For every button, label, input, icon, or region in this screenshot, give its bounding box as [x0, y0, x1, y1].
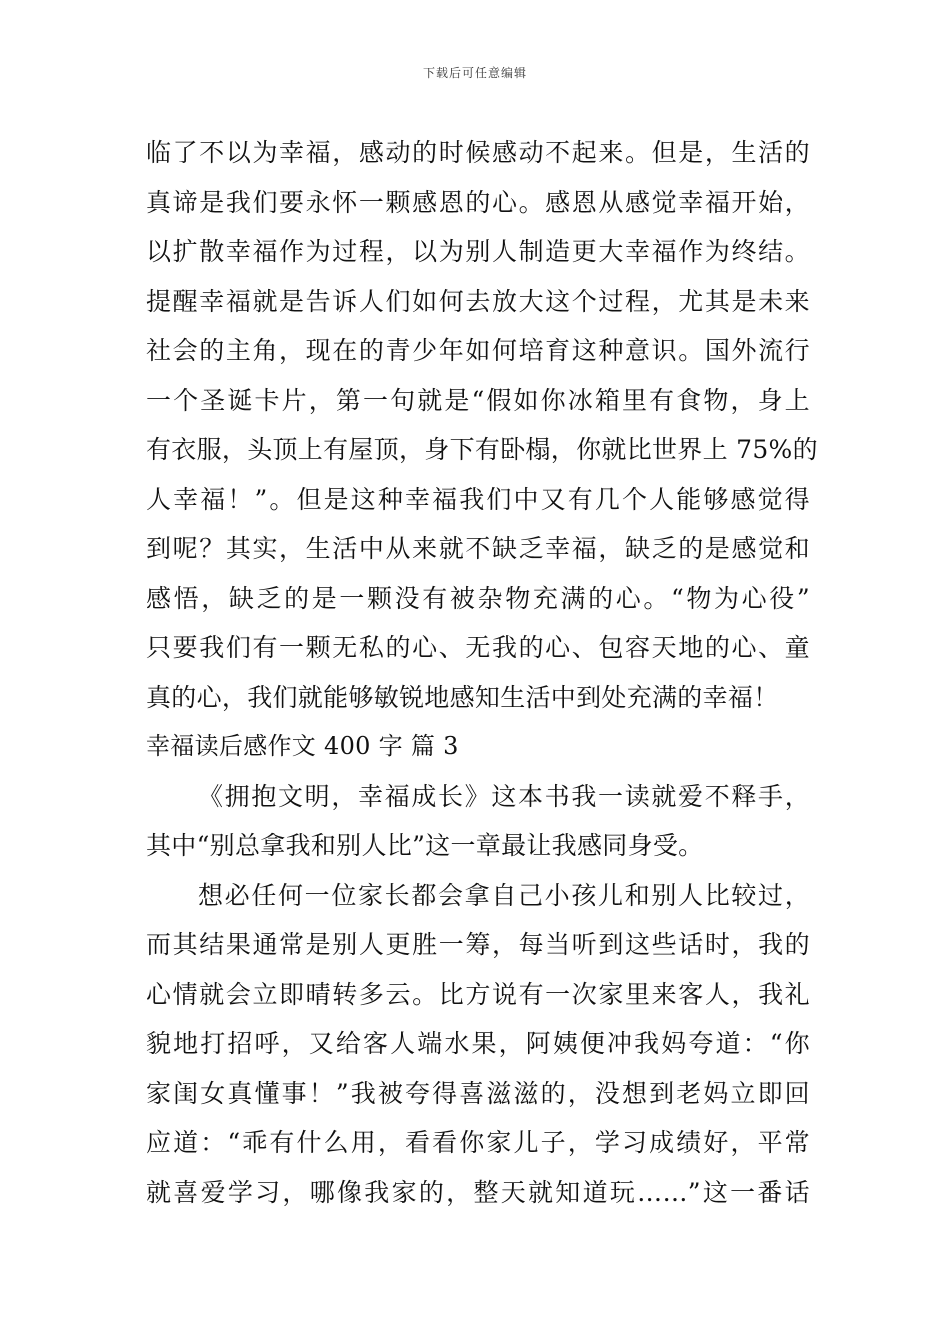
text-line: 其中“别总拿我和别人比”这一章最让我感同身受。 [146, 831, 704, 860]
paragraph-first-line: 《拥抱文明，幸福成长》这本书我一读就爱不释手， [198, 781, 810, 811]
page-header-note: 下载后可任意编辑 [422, 66, 527, 80]
text-line: 提醒幸福就是告诉人们如何去放大这个过程，尤其是未来 [146, 286, 810, 316]
text-line: 家闺女真懂事！”我被夸得喜滋滋的，没想到老妈立即回 [146, 1078, 810, 1108]
text-line: 应道：“乖有什么用，看看你家儿子，学习成绩好，平常 [146, 1128, 810, 1157]
text-line: 一个圣诞卡片，第一句就是“假如你冰箱里有食物，身上 [146, 385, 810, 415]
text-line: 而其结果通常是别人更胜一筹，每当听到这些话时，我的 [146, 930, 810, 959]
paragraph-first-line: 想必任何一位家长都会拿自己小孩儿和别人比较过， [198, 880, 810, 910]
text-line: 就喜爱学习，哪像我家的，整天就知道玩……”这一番话 [146, 1177, 810, 1207]
section-heading: 幸福读后感作文 400 字 篇 3 [146, 732, 459, 760]
text-line: 只要我们有一颗无私的心、无我的心、包容天地的心、童 [146, 633, 810, 662]
text-line: 有衣服，头顶上有屋顶，身下有卧榻，你就比世界上 75%的 [146, 435, 818, 464]
text-line: 真的心，我们就能够敏锐地感知生活中到处充满的幸福！ [146, 682, 779, 712]
text-line: 人幸福！”。但是这种幸福我们中又有几个人能够感觉得 [146, 484, 810, 514]
text-line: 临了不以为幸福，感动的时候感动不起来。但是，生活的 [146, 138, 810, 167]
text-line: 心情就会立即晴转多云。比方说有一次家里来客人，我礼 [146, 979, 810, 1009]
document-body [146, 128, 818, 1217]
text-line: 到呢？其实，生活中从来就不缺乏幸福，缺乏的是感觉和 [146, 534, 810, 563]
text-line: 以扩散幸福作为过程，以为别人制造更大幸福作为终结。 [146, 237, 810, 266]
text-line: 社会的主角，现在的青少年如何培育这种意识。国外流行 [146, 336, 810, 365]
text-line: 真谛是我们要永怀一颗感恩的心。感恩从感觉幸福开始， [146, 187, 810, 217]
text-line: 感悟，缺乏的是一颗没有被杂物充满的心。“物为心役” [146, 583, 810, 613]
text-line: 貌地打招呼，又给客人端水果，阿姨便冲我妈夸道：“你 [146, 1029, 810, 1058]
